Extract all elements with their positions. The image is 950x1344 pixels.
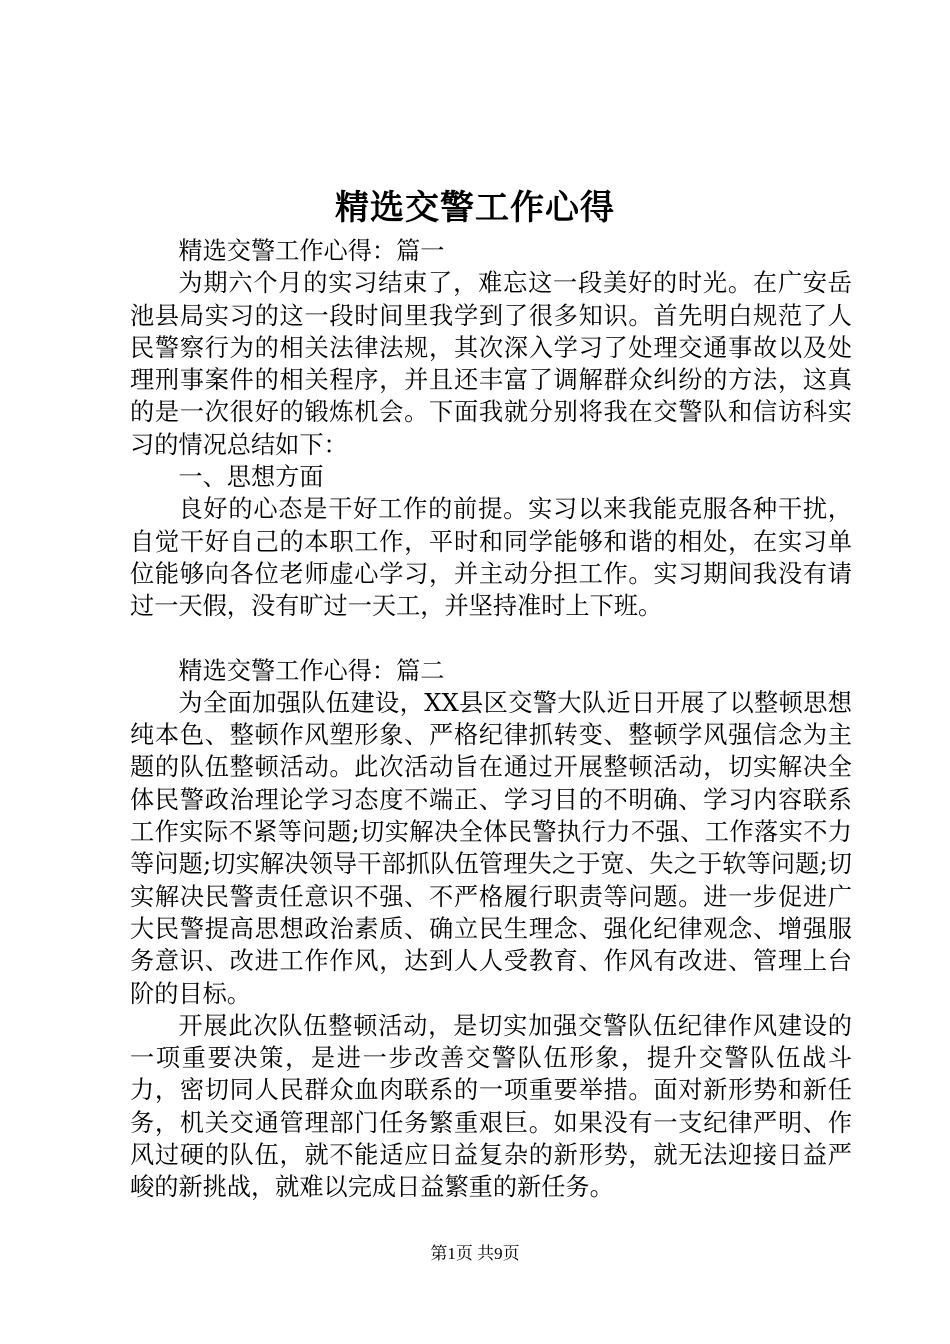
page-number-footer: 第1页 共9页 bbox=[430, 1244, 520, 1263]
document-body bbox=[130, 235, 852, 1204]
paragraph: 为全面加强队伍建设，XX县区交警大队近日开展了以整顿思想纯本色、整顿作风塑形象、严格纪律抓转变、整顿学风强信念为主题的队伍整顿活动。此次活动旨在通过开展整顿活动，切实解决全体民警政治理论学习态度不端正、学习目的不明确、学习内容联系工作实际不紧等问题;切实解决全体民警执行力不强、工作落实不力等问题;切实解决领导干部抓队伍管理失之于宽、失之于软等问题;切实解决民警责任意识不强、不严格履行职责等问题。进一步促进广大民警提高思想政治素质、确立民生理念、强化纪律观念、增强服务意识、改进工作作风，达到人人受教育、作风有改进、管理上台阶的目标。 bbox=[130, 688, 852, 1008]
paragraph: 开展此次队伍整顿活动，是切实加强交警队伍纪律作风建设的一项重要决策，是进一步改善交警队伍形象，提升交警队伍战斗力，密切同人民群众血肉联系的一项重要举措。面对新形势和新任务，机关交通管理部门任务繁重艰巨。如果没有一支纪律严明、作风过硬的队伍，就不能适应日益复杂的新形势，就无法迎接日益严峻的新挑战，就难以完成日益繁重的新任务。 bbox=[130, 1011, 852, 1202]
subsection-heading: 一、思想方面 bbox=[178, 463, 324, 492]
section-heading: 精选交警工作心得：篇二 bbox=[178, 656, 445, 685]
section-spacer bbox=[130, 623, 852, 655]
page-title: 精选交警工作心得 bbox=[335, 188, 615, 228]
paragraph: 良好的心态是干好工作的前提。实习以来我能克服各种干扰，自觉干好自己的本职工作，平时和同学能够和谐的相处，在实习单位能够向各位老师虚心学习，并主动分担工作。实习期间我没有请过一天假，没有旷过一天工，并坚持准时上下班。 bbox=[130, 495, 852, 621]
section-heading: 精选交警工作心得：篇一 bbox=[178, 237, 445, 265]
paragraph: 为期六个月的实习结束了，难忘这一段美好的时光。在广安岳池县局实习的这一段时间里我学到了很多知识。首先明白规范了人民警察行为的相关法律法规，其次深入学习了处理交通事故以及处理刑事案件的相关程序，并且还丰富了调解群众纠纷的方法，这真的是一次很好的锻炼机会。下面我就分别将我在交警队和信访科实习的情况总结如下： bbox=[130, 269, 852, 459]
